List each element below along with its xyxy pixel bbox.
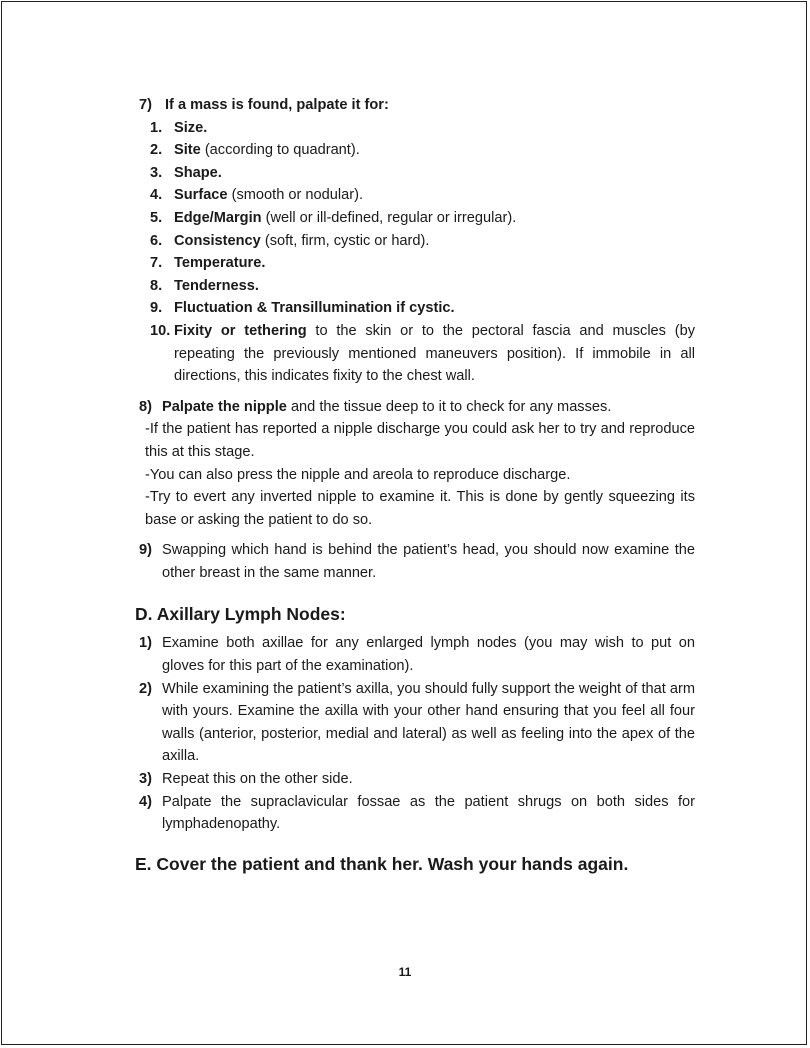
list-item [150,139,695,162]
list-item [150,252,695,275]
section-7-title: If a mass is found, palpate it for: [165,97,389,113]
list-item-number: 10. [150,322,171,339]
section-8-bold: Palpate the nipple [162,398,287,415]
list-item [139,768,695,791]
list-item-bold: Fixity or tethering [174,322,307,339]
list-item-number: 8. [150,277,163,294]
list-item-text: While examining the patient’s axilla, you should fully support the weight of that arm with yours. Examine the axilla with your other hand ensuring that you feel all four walls (anterior, posterior, medial and lateral) as well as feeling into the apex of the axilla. [162,680,695,765]
section-8 [139,396,695,419]
list-item-text: Repeat this on the other side. [162,771,353,788]
list-item-number: 1) [139,635,152,652]
list-item-text: (according to quadrant). [200,142,360,159]
list-item [150,207,695,230]
section-8-paragraph: -Try to evert any inverted nipple to examine it. This is done by gently squeezing its base or asking the patient to do so. [145,489,695,528]
list-item-number: 2) [139,680,152,697]
list-item-bold: Surface [174,187,228,204]
section-9-text: Swapping which hand is behind the patient’s head, you should now examine the other breast in the same manner. [162,542,695,581]
list-item-number: 2. [150,142,163,159]
list-item-text: (soft, firm, cystic or hard). [260,232,430,249]
axillary-list [135,632,695,835]
list-item [139,678,695,768]
list-item-bold: Site [174,142,201,159]
list-item [150,320,695,388]
section-8-paragraph: -You can also press the nipple and areola to reproduce discharge. [145,466,571,483]
page-number: 11 [398,965,412,979]
section-d-heading: D. Axillary Lymph Nodes: [135,604,346,625]
list-item-number: 5. [150,209,163,226]
list-item [150,184,695,207]
list-item [150,230,695,253]
list-item [139,791,695,836]
list-item [150,297,695,320]
section-9 [139,539,695,584]
page-content [135,94,695,876]
list-item-text: Examine both axillae for any enlarged lymph nodes (you may wish to put on gloves for this part of the examination). [162,635,695,675]
section-8-number: 8) [139,398,152,415]
list-item-number: 4. [150,187,163,204]
list-item-number: 1. [150,119,163,136]
list-item-number: 6. [150,232,163,249]
list-item-text: Palpate the supraclavicular fossae as the patient shrugs on both sides for lymphadenopathy. [162,793,695,833]
list-item-number: 3. [150,164,163,181]
list-item-text: (smooth or nodular). [227,187,364,204]
list-item-bold: Size. [174,119,208,136]
list-item-text: (well or ill-defined, regular or irregular). [261,209,517,226]
list-item-number: 7. [150,255,163,272]
mass-palpation-list [150,117,695,388]
list-item-bold: Temperature. [174,255,266,272]
list-item-bold: Edge/Margin [174,209,262,226]
list-item [150,117,695,140]
list-item-text: to the skin or to the pectoral fascia and muscles (by repeating the previously mentioned maneuvers position). If immobile in all directions, this indicates fixity to the chest wall. [174,322,695,385]
list-item [150,275,695,298]
list-item [150,162,695,185]
list-item-bold: Tenderness. [174,277,259,294]
list-item-number: 3) [139,771,152,788]
section-7-heading [139,94,695,117]
list-item-bold: Consistency [174,232,261,249]
section-e-heading: E. Cover the patient and thank her. Wash your hands again. [135,853,629,874]
section-8-text: and the tissue deep to it to check for any masses. [286,398,612,415]
list-item [139,632,695,677]
section-7-number: 7) [139,97,152,113]
document-page [1,1,807,1045]
list-item-number: 9. [150,300,163,317]
section-9-number: 9) [139,542,152,559]
section-8-paragraph: -If the patient has reported a nipple discharge you could ask her to try and reproduce this at this stage. [145,421,695,460]
list-item-number: 4) [139,793,152,810]
list-item-bold: Shape. [174,164,222,181]
list-item-bold: Fluctuation & Transillumination if cystic. [174,300,455,317]
